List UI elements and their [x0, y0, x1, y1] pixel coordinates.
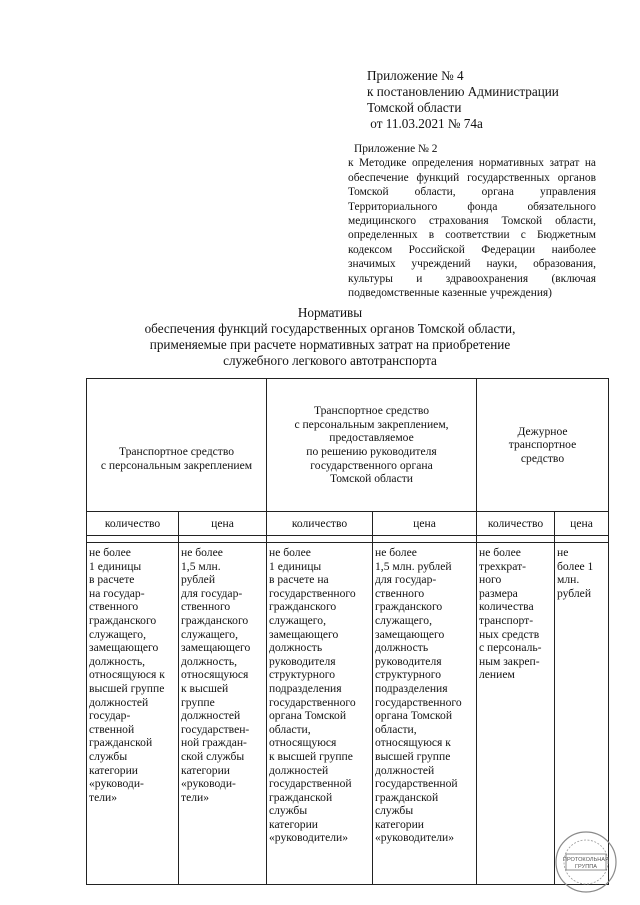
- gap-cell: [179, 536, 267, 543]
- cell-line: в расчете на: [269, 573, 329, 587]
- cell-line: тели»: [89, 790, 117, 804]
- appendix4-line: к постановлению Администрации: [367, 84, 559, 99]
- cell-line: ской службы: [181, 749, 245, 763]
- cell-line: категории: [269, 817, 318, 831]
- cell-line: должность: [269, 641, 323, 655]
- cell-line: службы: [89, 749, 128, 763]
- cell-line: должность,: [181, 654, 238, 668]
- header-group-personal: [87, 379, 267, 512]
- cell-line: замещающего: [181, 641, 251, 655]
- cell-line: государственного: [375, 695, 462, 709]
- cell-line: транспорт-: [479, 613, 534, 627]
- cell-line: должностей: [181, 709, 241, 723]
- svg-text:ПРОТОКОЛЬНАЯ: ПРОТОКОЛЬНАЯ: [562, 857, 610, 863]
- cell-line: гражданского: [89, 613, 157, 627]
- gap-cell: [373, 536, 477, 543]
- cell-line: ным закреп-: [479, 654, 540, 668]
- header-line: Транспортное средство: [118, 445, 235, 459]
- norms-table: [86, 378, 609, 885]
- header-line: транспортное: [508, 438, 577, 452]
- header-line: с персональным закреплением,: [294, 417, 449, 431]
- table-data-row: [87, 543, 609, 885]
- cell-line: государственного: [269, 586, 356, 600]
- title-line: обеспечения функций государственных органов Томской области,: [144, 321, 516, 336]
- cell-line: гражданской: [269, 790, 333, 804]
- cell-line: ственного: [181, 600, 231, 614]
- cell-line: высшей группе: [89, 681, 165, 695]
- cell-line: структурного: [375, 668, 442, 682]
- cell-line: 1 единицы: [89, 559, 142, 573]
- cell-line: руководителя: [375, 654, 442, 668]
- cell-line: в расчете: [89, 573, 135, 587]
- header-group-by-decision: [267, 379, 477, 512]
- cell-line: ной граждан-: [181, 736, 247, 750]
- subheader-cell: количество: [267, 512, 373, 536]
- title-line: служебного легкового автотранспорта: [223, 353, 437, 368]
- cell-line: области,: [269, 722, 311, 736]
- cell-line: трехкрат-: [479, 559, 526, 573]
- cell-line: для государ-: [375, 573, 437, 587]
- cell-line: области,: [375, 722, 417, 736]
- subheader-cell: цена: [555, 512, 609, 536]
- cell-line: замещающего: [89, 641, 159, 655]
- gap-cell: [267, 536, 373, 543]
- cell-line: относящуюся к: [375, 736, 451, 750]
- cell-line: не более: [181, 546, 223, 559]
- cell-line: служащего,: [269, 613, 326, 627]
- cell-line: руководителя: [269, 654, 336, 668]
- header-line: с персональным закреплением: [100, 459, 253, 472]
- table-header-row: [87, 379, 609, 512]
- subheader-cell: количество: [87, 512, 179, 536]
- cell-line: не более: [269, 546, 311, 559]
- cell-line: не более: [479, 546, 521, 559]
- header-line: государственного органа: [310, 458, 433, 472]
- cell-line: не: [557, 546, 569, 559]
- cell-line: государ-: [89, 709, 131, 723]
- cell-line: подразделения: [269, 681, 342, 695]
- cell-line: службы: [269, 804, 308, 818]
- data-cell: [373, 543, 477, 885]
- subheader-cell: цена: [373, 512, 477, 536]
- cell-line: высшей группе: [375, 749, 451, 763]
- cell-line: «руководи-: [89, 777, 144, 791]
- gap-cell: [477, 536, 555, 543]
- cell-line: служащего,: [375, 613, 432, 627]
- cell-line: должностей: [89, 695, 149, 709]
- cell-line: к высшей: [181, 681, 229, 695]
- cell-line: для государ-: [181, 586, 243, 600]
- appendix2-block: [348, 142, 596, 300]
- cell-line: «руководи-: [181, 777, 236, 791]
- cell-line: гражданского: [181, 613, 249, 627]
- cell-line: 1,5 млн.: [181, 559, 221, 573]
- cell-line: подразделения: [375, 681, 448, 695]
- cell-line: категории: [89, 763, 138, 777]
- cell-line: государственной: [375, 777, 458, 791]
- cell-line: должность,: [89, 654, 146, 668]
- cell-line: замещающего: [269, 627, 339, 641]
- appendix2-title: Приложение № 2: [354, 143, 438, 155]
- cell-line: гражданской: [375, 790, 439, 804]
- cell-line: относящуюся: [181, 668, 249, 682]
- cell-line: государственного: [269, 695, 356, 709]
- cell-line: ных средств: [479, 627, 540, 641]
- cell-line: органа Томской: [375, 709, 453, 723]
- cell-line: должностей: [375, 763, 435, 777]
- cell-line: «руководители»: [375, 831, 455, 845]
- cell-line: не более: [89, 546, 131, 559]
- document-title: [100, 305, 560, 369]
- cell-line: рублей: [181, 573, 216, 587]
- appendix4-line: от 11.03.2021 № 74а: [367, 116, 483, 131]
- cell-line: государственной: [269, 777, 352, 791]
- data-cell: [179, 543, 267, 885]
- cell-line: относящуюся: [269, 736, 337, 750]
- gap-cell: [555, 536, 609, 543]
- cell-line: ственного: [375, 586, 425, 600]
- cell-line: на государ-: [89, 586, 145, 600]
- cell-line: с персональ-: [479, 641, 542, 655]
- table-gap-row: [87, 536, 609, 543]
- cell-line: ственного: [89, 600, 139, 614]
- data-cell: [267, 543, 373, 885]
- appendix4-line: Томской области: [367, 100, 462, 115]
- cell-line: количества: [479, 600, 534, 614]
- cell-line: должностей: [269, 763, 329, 777]
- header-line: по решению руководителя: [306, 445, 437, 458]
- cell-line: должность: [375, 641, 429, 655]
- cell-line: гражданского: [269, 600, 337, 614]
- cell-line: к высшей группе: [269, 749, 353, 763]
- header-line: Транспортное средство: [313, 404, 430, 418]
- cell-line: млн.: [557, 573, 580, 587]
- appendix4-block: [367, 68, 559, 132]
- cell-line: группе: [181, 695, 215, 709]
- cell-line: службы: [375, 804, 414, 818]
- gap-cell: [87, 536, 179, 543]
- appendix4-line: Приложение № 4: [367, 68, 464, 83]
- cell-line: рублей: [557, 586, 592, 600]
- cell-line: «руководители»: [269, 831, 349, 845]
- cell-line: ного: [479, 573, 502, 587]
- cell-line: замещающего: [375, 627, 445, 641]
- data-cell: [477, 543, 555, 885]
- table-subheader-row: [87, 512, 609, 536]
- subheader-cell: количество: [477, 512, 555, 536]
- cell-line: гражданского: [375, 600, 443, 614]
- header-line: Томской области: [330, 472, 413, 486]
- title-line: Нормативы: [297, 305, 363, 320]
- cell-line: относящуюся к: [89, 668, 165, 682]
- cell-line: служащего,: [181, 627, 238, 641]
- header-line: средство: [520, 451, 565, 465]
- header-group-duty: [477, 379, 609, 512]
- header-line: Дежурное: [517, 424, 568, 438]
- svg-text:ГРУППА: ГРУППА: [575, 864, 597, 870]
- cell-line: ственной: [89, 722, 135, 736]
- header-line: предоставляемое: [329, 431, 414, 445]
- cell-line: категории: [181, 763, 230, 777]
- cell-line: служащего,: [89, 627, 146, 641]
- cell-line: не более: [375, 546, 417, 559]
- appendix2-body: к Методике определения нормативных затрат на обеспечение функций государственных органов Томской области, органа управления Территориального фонда обязательного медицинского страхования Томской области, определенных в соответствии с Бюджетным кодексом Российской Федерации наиболее значимых учреждений науки, образования, культуры и здравоохранения (включая подведомственные казенные учреждения): [348, 157, 596, 300]
- cell-line: лением: [479, 668, 515, 682]
- cell-line: более 1: [557, 559, 594, 573]
- cell-line: тели»: [181, 790, 209, 804]
- cell-line: 1 единицы: [269, 559, 322, 573]
- cell-line: категории: [375, 817, 424, 831]
- cell-line: органа Томской: [269, 709, 347, 723]
- cell-line: государствен-: [181, 722, 250, 736]
- title-line: применяемые при расчете нормативных затрат на приобретение: [149, 337, 511, 352]
- cell-line: структурного: [269, 668, 336, 682]
- official-stamp: [554, 830, 618, 894]
- cell-line: 1,5 млн. рублей: [375, 559, 452, 573]
- subheader-cell: цена: [179, 512, 267, 536]
- data-cell: [87, 543, 179, 885]
- cell-line: гражданской: [89, 736, 153, 750]
- cell-line: размера: [479, 586, 518, 600]
